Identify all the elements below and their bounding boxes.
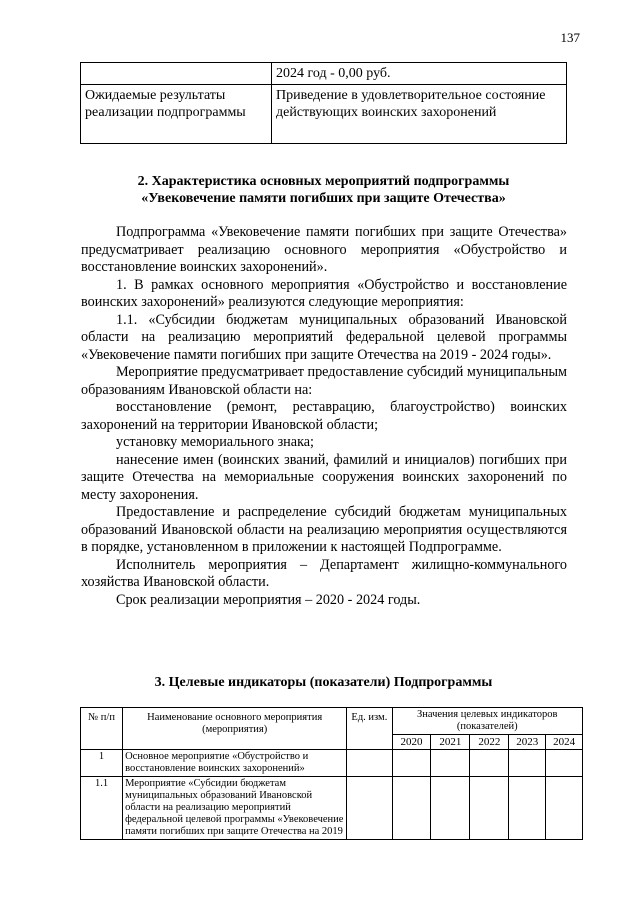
- paragraph: Срок реализации мероприятия – 2020 - 2024 годы.: [116, 591, 421, 608]
- paragraph: нанесение имен (воинских званий, фамилий и инициалов) погибших при защите Отечества на мемориальные сооружения воинских захоронений по месту захоронения.: [81, 451, 567, 503]
- paragraph: 1.1. «Субсидии бюджетам муниципальных образований Ивановской области на реализацию мероприятий федеральной целевой программы «Увековечение памяти погибших при защите Отечества на 2019 - 2024 годы».: [81, 311, 567, 363]
- section2-body: [81, 224, 567, 609]
- row-value: [509, 750, 546, 777]
- paragraph: Исполнитель мероприятия – Департамент жилищно-коммунального хозяйства Ивановской области.: [81, 556, 567, 590]
- row-value: [470, 750, 509, 777]
- row-name: Мероприятие «Субсидии бюджетам муниципальных образований Ивановской области на реализацию мероприятий федеральной целевой программы «Увековечение памяти погибших при защите Отечества на 2019: [123, 777, 347, 840]
- row-value: [509, 777, 546, 840]
- table-row: [81, 777, 583, 840]
- row-value: [546, 777, 583, 840]
- row-num: 1: [81, 750, 123, 777]
- section2-heading: [80, 173, 567, 207]
- row-unit: [347, 750, 392, 777]
- row-value: [431, 750, 470, 777]
- paragraph: 1. В рамках основного мероприятия «Обустройство и восстановление воинских захоронений» реализуются следующие мероприятия:: [81, 276, 567, 310]
- header-unit: Ед. изм.: [347, 708, 392, 750]
- header-year: 2023: [509, 735, 546, 750]
- row-num: 1.1: [81, 777, 123, 840]
- header-num: № п/п: [81, 708, 123, 750]
- section2-heading-line1: 2. Характеристика основных мероприятий подпрограммы: [137, 174, 510, 189]
- paragraph: Предоставление и распределение субсидий бюджетам муниципальных образований Ивановской области на реализацию мероприятия осуществляются в порядке, установленном в приложении к настоящей Подпрограмме.: [81, 504, 567, 555]
- paragraph: Мероприятие предусматривает предоставление субсидий муниципальным образованиям Ивановской области на:: [81, 364, 568, 398]
- section3-heading: 3. Целевые индикаторы (показатели) Подпрограммы: [154, 675, 493, 690]
- header-year: 2022: [470, 735, 509, 750]
- row-value: [392, 750, 431, 777]
- paragraph: установку мемориального знака;: [116, 434, 314, 450]
- header-year: 2020: [392, 735, 431, 750]
- header-year: 2021: [431, 735, 470, 750]
- table-row: [81, 750, 583, 777]
- table-row: [81, 85, 567, 144]
- row-value: [470, 777, 509, 840]
- indicators-table: [80, 707, 583, 840]
- row-value: [392, 777, 431, 840]
- section2-heading-line2: «Увековечение памяти погибших при защите Отечества»: [141, 191, 506, 206]
- table-cell-label: Ожидаемые результаты реализации подпрограммы: [81, 85, 272, 144]
- table-cell-label: [81, 63, 272, 85]
- row-value: [546, 750, 583, 777]
- table-row: [81, 63, 567, 85]
- row-unit: [347, 777, 392, 840]
- header-values: Значения целевых индикаторов (показателей): [392, 708, 583, 735]
- table-header-row: [81, 708, 583, 735]
- paragraph: восстановление (ремонт, реставрацию, благоустройство) воинских захоронений на территории Ивановской области;: [81, 399, 567, 433]
- paragraph: Подпрограмма «Увековечение памяти погибших при защите Отечества» предусматривает реализацию основного мероприятия «Обустройство и восстановление воинских захоронений».: [81, 224, 567, 275]
- row-name: Основное мероприятие «Обустройство и восстановление воинских захоронений»: [123, 750, 347, 777]
- table-cell-value: Приведение в удовлетворительное состояние действующих воинских захоронений: [272, 85, 567, 144]
- row-value: [431, 777, 470, 840]
- subprogram-passport-table: [80, 62, 567, 144]
- page-number: 137: [560, 30, 580, 45]
- table-cell-value: 2024 год - 0,00 руб.: [272, 63, 567, 85]
- header-year: 2024: [546, 735, 583, 750]
- header-name: Наименование основного мероприятия (мероприятия): [123, 708, 347, 750]
